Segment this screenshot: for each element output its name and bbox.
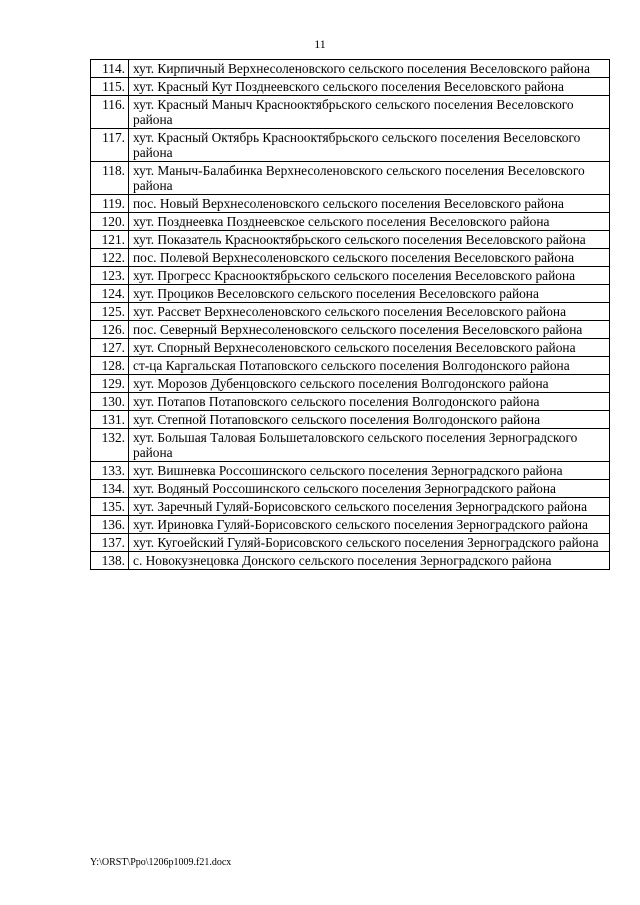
settlement-name: пос. Северный Верхнесоленовского сельского поселения Веселовского района [129,321,610,339]
settlement-name: с. Новокузнецовка Донского сельского поселения Зерноградского района [129,552,610,570]
settlements-table-body [91,60,610,570]
row-number: 137. [91,534,129,552]
table-row [91,162,610,195]
settlement-name: хут. Позднеевка Позднеевское сельского поселения Веселовского района [129,213,610,231]
row-number: 133. [91,462,129,480]
settlement-name: хут. Спорный Верхнесоленовского сельского поселения Веселовского района [129,339,610,357]
settlements-table [90,59,610,570]
table-row [91,516,610,534]
settlement-name: хут. Прогресс Краснооктябрьского сельского поселения Веселовского района [129,267,610,285]
settlement-name: хут. Морозов Дубенцовского сельского поселения Волгодонского района [129,375,610,393]
settlement-name: хут. Водяный Россошинского сельского поселения Зерноградского района [129,480,610,498]
settlement-name: хут. Красный Маныч Краснооктябрьского сельского поселения Веселовского района [129,96,610,129]
table-row [91,60,610,78]
settlement-name: пос. Полевой Верхнесоленовского сельского поселения Веселовского района [129,249,610,267]
table-row [91,303,610,321]
row-number: 131. [91,411,129,429]
table-row [91,375,610,393]
row-number: 115. [91,78,129,96]
row-number: 124. [91,285,129,303]
row-number: 127. [91,339,129,357]
row-number: 121. [91,231,129,249]
table-row [91,78,610,96]
settlement-name: хут. Кугоейский Гуляй-Борисовского сельского поселения Зерноградского района [129,534,610,552]
table-row [91,285,610,303]
table-row [91,357,610,375]
settlement-name: хут. Вишневка Россошинского сельского поселения Зерноградского района [129,462,610,480]
row-number: 134. [91,480,129,498]
page-number: 11 [314,37,326,51]
settlement-name: пос. Новый Верхнесоленовского сельского поселения Веселовского района [129,195,610,213]
settlement-name: хут. Потапов Потаповского сельского поселения Волгодонского района [129,393,610,411]
row-number: 135. [91,498,129,516]
settlement-name: хут. Показатель Краснооктябрьского сельского поселения Веселовского района [129,231,610,249]
settlement-name: хут. Маныч-Балабинка Верхнесоленовского сельского поселения Веселовского района [129,162,610,195]
settlement-name: ст-ца Каргальская Потаповского сельского поселения Волгодонского района [129,357,610,375]
row-number: 128. [91,357,129,375]
table-row [91,393,610,411]
row-number: 120. [91,213,129,231]
table-row [91,534,610,552]
row-number: 123. [91,267,129,285]
settlement-name: хут. Степной Потаповского сельского поселения Волгодонского района [129,411,610,429]
table-row [91,552,610,570]
table-row [91,339,610,357]
table-row [91,480,610,498]
settlement-name: хут. Красный Кут Позднеевского сельского поселения Веселовского района [129,78,610,96]
row-number: 114. [91,60,129,78]
row-number: 117. [91,129,129,162]
table-row [91,411,610,429]
table-row [91,462,610,480]
row-number: 116. [91,96,129,129]
settlement-name: хут. Ириновка Гуляй-Борисовского сельского поселения Зерноградского района [129,516,610,534]
table-row [91,249,610,267]
row-number: 136. [91,516,129,534]
settlement-name: хут. Проциков Веселовского сельского поселения Веселовского района [129,285,610,303]
row-number: 126. [91,321,129,339]
table-row [91,195,610,213]
row-number: 118. [91,162,129,195]
row-number: 132. [91,429,129,462]
row-number: 138. [91,552,129,570]
settlement-name: хут. Красный Октябрь Краснооктябрьского сельского поселения Веселовского района [129,129,610,162]
file-path-footer: Y:\ORST\Ppo\1206p1009.f21.docx [90,857,232,868]
table-row [91,429,610,462]
table-row [91,498,610,516]
table-row [91,129,610,162]
row-number: 122. [91,249,129,267]
table-row [91,267,610,285]
row-number: 119. [91,195,129,213]
row-number: 129. [91,375,129,393]
table-row [91,213,610,231]
table-row [91,96,610,129]
row-number: 130. [91,393,129,411]
settlement-name: хут. Заречный Гуляй-Борисовского сельского поселения Зерноградского района [129,498,610,516]
table-row [91,231,610,249]
table-row [91,321,610,339]
row-number: 125. [91,303,129,321]
settlement-name: хут. Большая Таловая Большеталовского сельского поселения Зерноградского района [129,429,610,462]
settlement-name: хут. Кирпичный Верхнесоленовского сельского поселения Веселовского района [129,60,610,78]
settlement-name: хут. Рассвет Верхнесоленовского сельского поселения Веселовского района [129,303,610,321]
